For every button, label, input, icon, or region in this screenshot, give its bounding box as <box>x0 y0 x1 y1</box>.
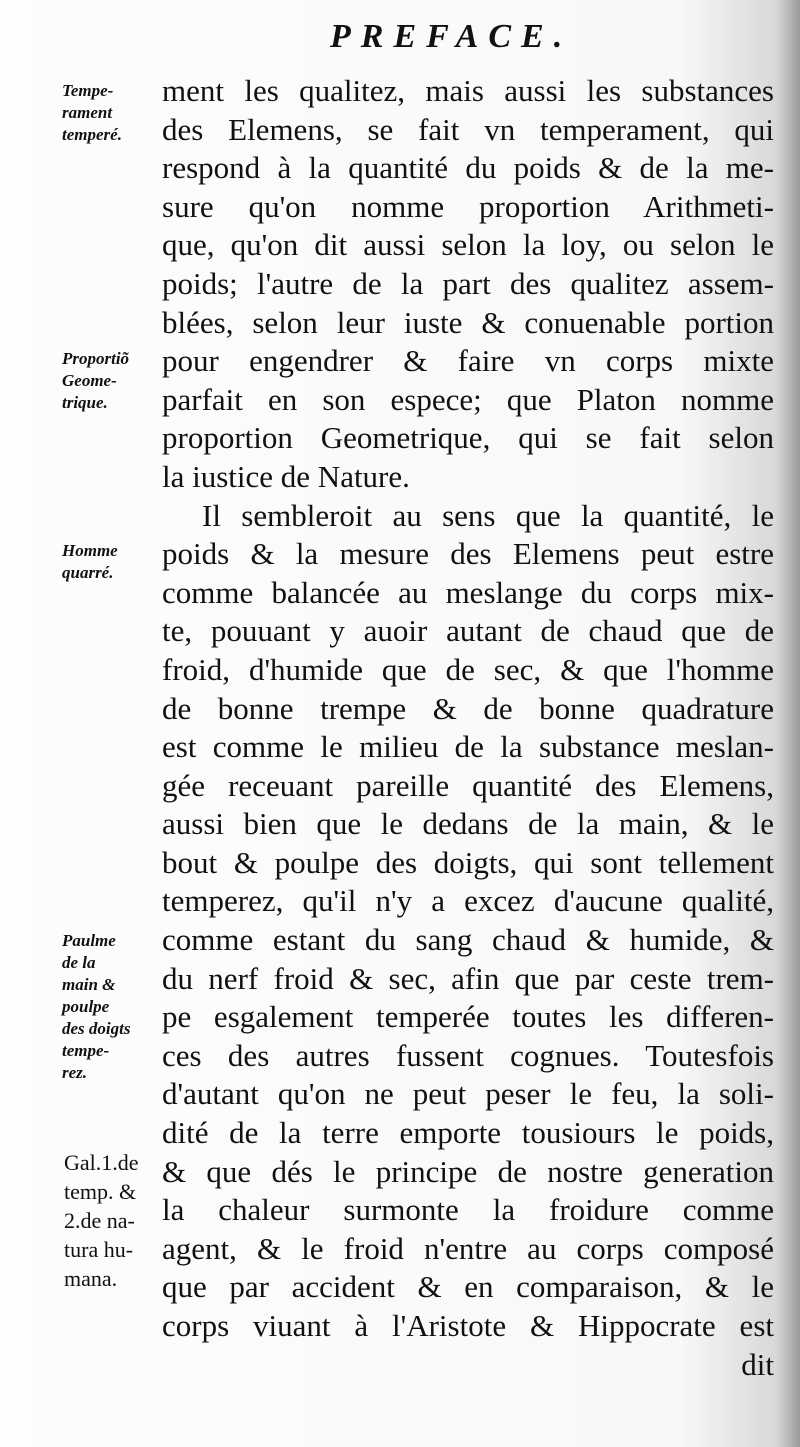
text-line: bout & poulpe des doigts, qui sont tellement <box>162 844 774 880</box>
margin-note-line: de la <box>62 953 96 972</box>
text-line: pe esgalement temperée toutes les differen- <box>162 999 774 1035</box>
margin-note-line: tura hu- <box>64 1237 134 1262</box>
margin-note-line: mana. <box>64 1266 118 1291</box>
margin-note-temperament <box>62 80 174 146</box>
text-line: parfait en son espece; que Platon nomme <box>162 381 774 417</box>
margin-note-line: des doigts <box>62 1019 131 1038</box>
text-line: & que dés le principe de nostre generation <box>162 1153 774 1189</box>
text-line: temperez, qu'il n'y a excez d'aucune qualité, <box>162 883 774 919</box>
text-line: ces des autres fussent cognues. Toutesfois <box>162 1037 774 1073</box>
margin-note-homme <box>62 540 174 584</box>
text-line: ment les qualitez, mais aussi les substances <box>162 73 774 108</box>
text-line: aussi bien que le dedans de la main, & le <box>162 806 774 842</box>
margin-note-proportion <box>62 348 174 414</box>
text-line: comme estant du sang chaud & humide, & <box>162 922 774 958</box>
margin-note-line: poulpe <box>62 997 110 1016</box>
margin-note-line: Homme <box>62 541 118 560</box>
running-header: PREFACE. <box>330 18 573 55</box>
text-line: corps viuant à l'Aristote & Hippocrate est <box>162 1308 774 1343</box>
text-line: des Elemens, se fait vn temperament, qui <box>162 111 774 147</box>
text-line: poids; l'autre de la part des qualitez assem- <box>162 265 774 301</box>
margin-note-line: 2.de na- <box>64 1208 135 1233</box>
text-line: gée receuant pareille quantité des Elemens, <box>162 767 774 803</box>
text-line: la iustice de Nature. <box>162 458 410 494</box>
text-line: poids & la mesure des Elemens peut estre <box>162 536 774 572</box>
text-line: que, qu'on dit aussi selon la loy, ou selon le <box>162 227 774 263</box>
margin-note-line: Proportiõ <box>62 349 130 368</box>
margin-note-paulme <box>62 930 174 1084</box>
margin-note-line: Geome- <box>62 371 117 390</box>
text-line: dité de la terre emporte tousiours le poids, <box>162 1115 774 1151</box>
margin-note-line: main & <box>62 975 116 994</box>
margin-note-line: quarré. <box>62 563 114 582</box>
text-line: froid, d'humide que de sec, & que l'homme <box>162 651 774 687</box>
text-line: du nerf froid & sec, afin que par ceste trem- <box>162 960 774 996</box>
margin-note-line: Gal.1.de <box>64 1150 139 1175</box>
catchword: dit <box>741 1346 774 1382</box>
margin-note-line: tempe- <box>62 1041 110 1060</box>
text-line: Il sembleroit au sens que la quantité, le <box>202 497 774 533</box>
margin-note-galen <box>64 1148 176 1293</box>
text-line: blées, selon leur iuste & conuenable portion <box>162 304 774 340</box>
margin-note-line: rez. <box>62 1063 88 1082</box>
text-line: est comme le milieu de la substance meslan- <box>162 729 774 765</box>
margin-note-line: temp. & <box>64 1179 137 1204</box>
text-line: te, pouuant y auoir autant de chaud que de <box>162 613 774 649</box>
text-line: agent, & le froid n'entre au corps composé <box>162 1230 774 1266</box>
body-text <box>162 72 774 1384</box>
margin-note-line: temperé. <box>62 125 122 144</box>
margin-note-line: Paulme <box>62 931 116 950</box>
text-line: la chaleur surmonte la froidure comme <box>162 1192 774 1228</box>
text-line: comme balancée au meslange du corps mix- <box>162 574 774 610</box>
text-line: proportion Geometrique, qui se fait selon <box>162 420 774 456</box>
text-line: respond à la quantité du poids & de la me- <box>162 150 774 186</box>
text-line: que par accident & en comparaison, & le <box>162 1269 774 1305</box>
text-line: de bonne trempe & de bonne quadrature <box>162 690 774 726</box>
text-line: pour engendrer & faire vn corps mixte <box>162 343 774 379</box>
margin-note-line: Tempe- <box>62 81 114 100</box>
text-line: d'autant qu'on ne peut peser le feu, la soli- <box>162 1076 774 1112</box>
margin-note-line: trique. <box>62 393 108 412</box>
text-line: sure qu'on nomme proportion Arithmeti- <box>162 188 774 224</box>
margin-note-line: rament <box>62 103 113 122</box>
